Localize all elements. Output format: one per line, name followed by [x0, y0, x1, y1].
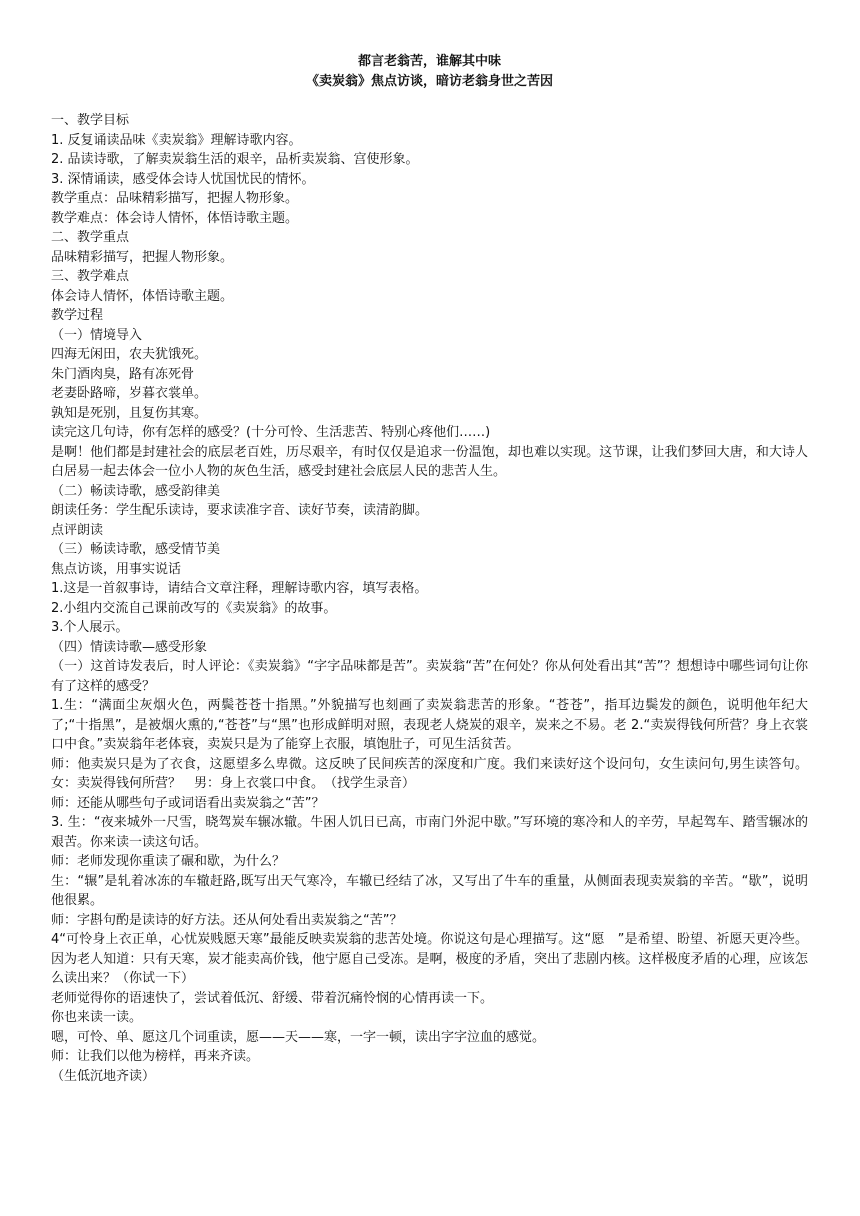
paragraph: （生低沉地齐读）	[51, 1068, 156, 1084]
paragraph: 2.小组内交流自己课前改写的《卖炭翁》的故事。	[51, 600, 337, 616]
title-block	[51, 52, 808, 91]
paragraph: 1.这是一首叙事诗，请结合文章注释，理解诗歌内容，填写表格。	[51, 581, 428, 596]
paragraph: 3. 生：“夜来城外一尺雪，晓驾炭车辗冰辙。牛困人饥日已高，市南门外泥中歇。”写环境的寒冷和人的辛劳，早起驾车、踏雪辗冰的艰苦。你来读一读这句话。	[51, 815, 808, 850]
paragraph: 品味精彩描写，把握人物形象。	[51, 249, 234, 265]
paragraph: 1.生：“满面尘灰烟火色，两鬓苍苍十指黑。”外貌描写也刻画了卖炭翁悲苦的形象。“苍苍”，指耳边鬓发的颜色，说明他年纪大了;“十指黑”，是被烟火熏的,“苍苍”与“黑”也形成鲜明对照，表现老人烧炭的艰辛，炭来之不易。老 2.“卖炭得钱何所营？身上衣裳口中食。”卖炭翁年老体衰，卖炭只是为了能穿上衣服，填饱肚子，可见生活贫苦。	[51, 698, 808, 752]
paragraph: 一、教学目标	[51, 113, 130, 128]
paragraph: 1. 反复诵读品味《卖炭翁》理解诗歌内容。	[51, 132, 302, 148]
paragraph: 点评朗读	[51, 522, 104, 538]
paragraph: （一）情境导入	[51, 327, 143, 343]
paragraph: 2. 品读诗歌，了解卖炭翁生活的艰辛，品析卖炭翁、宫使形象。	[51, 152, 419, 167]
paragraph: 嗯，可怜、单、愿这几个词重读，愿——天——寒，一字一顿，读出字字泣血的感觉。	[51, 1029, 546, 1045]
paragraph: 师：还能从哪些句子或词语看出卖炭翁之“苦”？	[51, 795, 325, 811]
paragraph: 三、教学难点	[51, 269, 130, 284]
paragraph: 是啊！他们都是封建社会的底层老百姓，历尽艰辛，有时仅仅是追求一份温饱，却也难以实现。这节课，让我们梦回大唐，和大诗人白居易一起去体会一位小人物的灰色生活，感受封建社会底层人民的悲苦人生。	[51, 444, 808, 479]
paragraph: 教学过程	[51, 308, 104, 323]
paragraph: 二、教学重点	[51, 230, 130, 245]
paragraph: 生：“辗”是轧着冰冻的车辙赶路,既写出天气寒冷，车辙已经结了冰，又写出了牛车的重量，从侧面表现卖炭翁的辛苦。“歇”，说明他很累。	[51, 873, 808, 908]
paragraph: （一）这首诗发表后，时人评论：《卖炭翁》“字字品味都是苦”。卖炭翁“苦”在何处？你从何处看出其“苦”？想想诗中哪些词句让你有了这样的感受？	[51, 659, 808, 694]
paragraph: 师：让我们以他为榜样，再来齐读。	[51, 1049, 260, 1064]
paragraph: 四海无闲田，农夫犹饿死。	[51, 347, 208, 362]
paragraph: （二）畅读诗歌，感受韵律美	[51, 483, 221, 499]
paragraph: 4“可怜身上衣正单，心忧炭贱愿天寒”最能反映卖炭翁的悲苦处境。你说这句是心理描写。这“愿 ”是希望、盼望、祈愿天更冷些。因为老人知道：只有天寒，炭才能卖高价钱，他宁愿自己受冻。是啊，极度的矛盾，突出了悲剧内核。这样极度矛盾的心理，应该怎么读出来？（你试一下）	[51, 932, 808, 986]
lesson-plan-page	[51, 52, 808, 1086]
paragraph: 朗读任务：学生配乐读诗，要求读准字音、读好节奏，读清韵脚。	[51, 503, 429, 518]
paragraph: （三）畅读诗歌，感受情节美	[51, 542, 221, 557]
paragraph: 孰知是死别，且复伤其寒。	[51, 405, 208, 421]
paragraph: 教学难点：体会诗人情怀，体悟诗歌主题。	[51, 210, 299, 226]
paragraph: 老师觉得你的语速快了，尝试着低沉、舒缓、带着沉痛怜悯的心情再读一下。	[51, 990, 494, 1006]
document-title: 都言老翁苦，谁解其中味	[357, 54, 501, 69]
document-body	[51, 111, 808, 1086]
paragraph: 3. 深情诵读，感受体会诗人忧国忧民的情怀。	[51, 171, 315, 187]
paragraph: （四）情读诗歌—感受形象	[51, 639, 208, 655]
paragraph: 读完这几句诗，你有怎样的感受？(十分可怜、生活悲苦、特别心疼他们……)	[51, 425, 491, 440]
paragraph: 体会诗人情怀，体悟诗歌主题。	[51, 288, 234, 304]
paragraph: 焦点访谈，用事实说话	[51, 561, 182, 577]
paragraph: 朱门酒肉臭，路有冻死骨	[51, 366, 195, 382]
paragraph: 师：他卖炭只是为了衣食，这愿望多么卑微。这反映了民间疾苦的深度和广度。我们来读好这个设问句，女生读问句,男生读答句。女：卖炭得钱何所营？ 男：身上衣裳口中食。 （找学生录音）	[51, 756, 808, 791]
paragraph: 老妻卧路啼，岁暮衣裳单。	[51, 386, 208, 401]
paragraph: 师：字斟句酌是读诗的好方法。还从何处看出卖炭翁之“苦”？	[51, 912, 403, 928]
paragraph: 师：老师发现你重读了碾和歇，为什么？	[51, 854, 286, 869]
document-subtitle: 《卖炭翁》焦点访谈，暗访老翁身世之苦因	[305, 73, 553, 89]
paragraph: 你也来读一读。	[51, 1010, 143, 1025]
paragraph: 3.个人展示。	[51, 620, 129, 635]
paragraph: 教学重点：品味精彩描写，把握人物形象。	[51, 191, 299, 206]
